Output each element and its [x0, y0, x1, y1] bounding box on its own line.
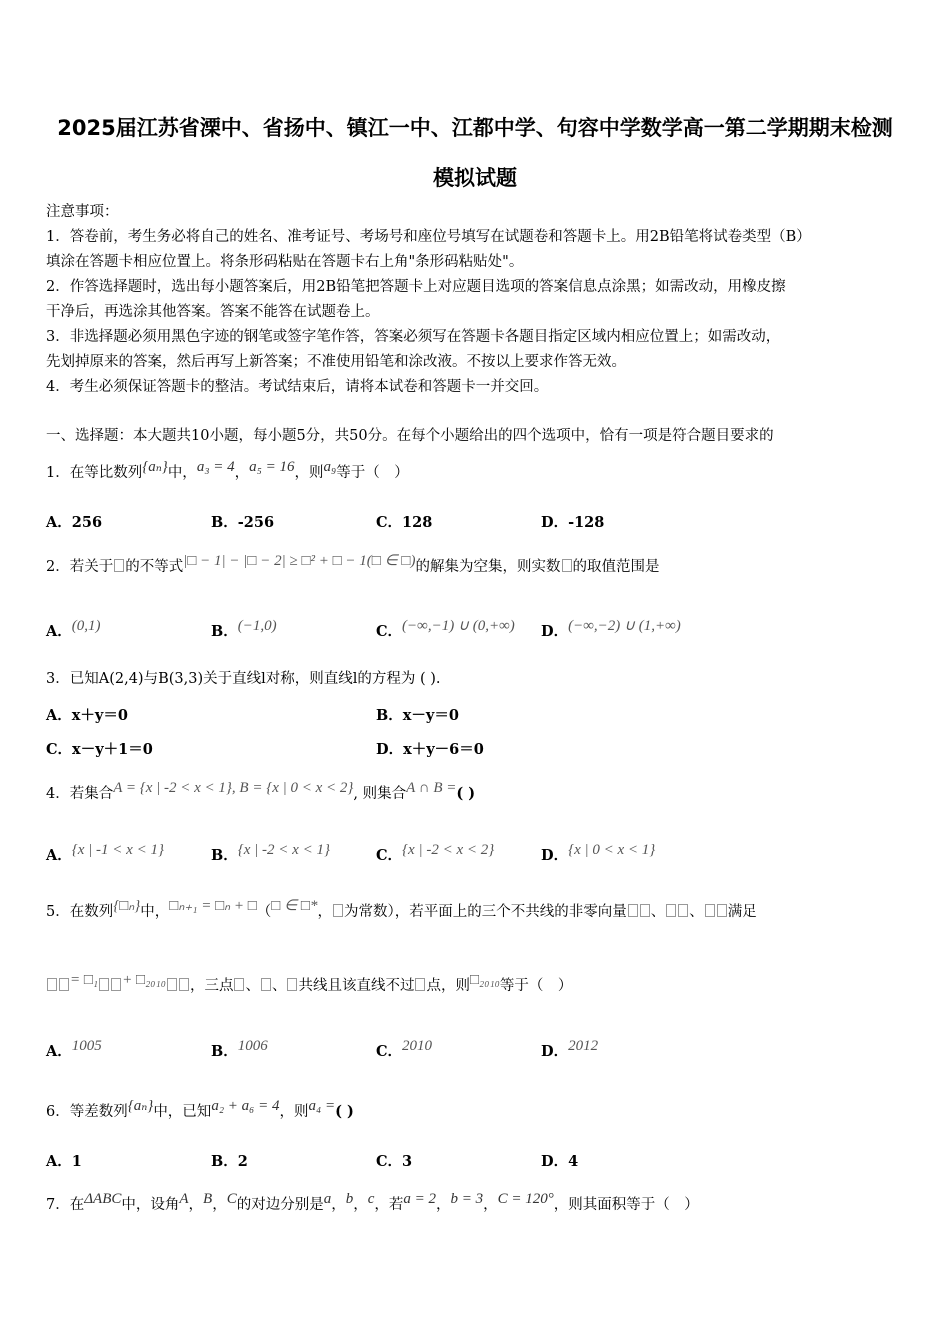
vector-glyph-icon: [678, 904, 688, 917]
math-expr: □ ∈ □*: [271, 898, 318, 914]
question-7: 7．在ΔABC中，设角A，B，C的对边分别是a，b，c，若a = 2，b = 3，C = 120°，则其面积等于（ ）: [46, 1191, 699, 1213]
math-expr: {□ₙ}: [113, 898, 141, 914]
q6-option-c[interactable]: C．3: [376, 1153, 413, 1170]
q4-option-d[interactable]: D．{x | 0 < x < 1}: [541, 842, 656, 864]
placeholder-glyph-icon: [287, 978, 297, 991]
math-expr: |□ − 1| − |□ − 2| ≥ □² + □ − 1(□ ∈ □): [183, 553, 416, 569]
notice-heading: 注意事项：: [46, 204, 119, 220]
math-expr: a₅ = 16: [249, 459, 295, 475]
vector-glyph-icon: [47, 978, 57, 991]
vector-glyph-icon: [628, 904, 638, 917]
q3-option-b[interactable]: B．x－y＝0: [376, 707, 459, 724]
vector-glyph-icon: [59, 978, 69, 991]
q3-option-d[interactable]: D．x＋y－6＝0: [376, 741, 484, 758]
q3-option-a[interactable]: A．x＋y＝0: [46, 707, 128, 724]
placeholder-glyph-icon: [333, 904, 343, 917]
exam-title-line1: 2025届江苏省溧中、省扬中、镇江一中、江都中学、句容中学数学高一第二学期期末检测: [57, 116, 893, 140]
notice-line: 3．非选择题必须用黑色字迹的钢笔或签字笔作答，答案必须写在答题卡各题目指定区域内相应位置上；如需改动，: [46, 329, 781, 345]
placeholder-glyph-icon: [234, 978, 244, 991]
vector-glyph-icon: [717, 904, 727, 917]
vector-glyph-icon: [99, 978, 109, 991]
question-3: 3．已知A(2,4)与B(3,3)关于直线l对称，则直线l的方程为 ( ).: [46, 671, 441, 687]
question-4: 4．若集合A = {x | -2 < x < 1}, B = {x | 0 < x < 2}, 则集合A ∩ B =( ): [46, 780, 476, 802]
q6-option-b[interactable]: B．2: [211, 1153, 248, 1170]
math-expr: a₄ =: [308, 1098, 336, 1114]
math-expr: A ∩ B =: [406, 780, 457, 796]
q6-option-d[interactable]: D．4: [541, 1153, 579, 1170]
q1-option-b[interactable]: B．-256: [211, 514, 275, 531]
notice-line: 填涂在答题卡相应位置上。将条形码粘贴在答题卡右上角"条形码粘贴处"。: [46, 254, 524, 270]
placeholder-glyph-icon: [261, 978, 271, 991]
math-expr: {aₙ}: [142, 459, 168, 475]
q6-option-a[interactable]: A．1: [46, 1153, 82, 1170]
question-1: 1．在等比数列{aₙ}中，a₃ = 4，a₅ = 16，则a₉等于（ ）: [46, 459, 409, 481]
vector-glyph-icon: [666, 904, 676, 917]
math-expr: a₃ = 4: [196, 459, 235, 475]
math-expr: A = {x | -2 < x < 1}, B = {x | 0 < x < 2}: [113, 780, 354, 796]
notice-line: 先划掉原来的答案，然后再写上新答案；不准使用铅笔和涂改液。不按以上要求作答无效。: [46, 354, 626, 370]
exam-title-line2: 模拟试题: [433, 166, 517, 190]
question-5-line1: 5．在数列{□ₙ}中，□ₙ₊₁ = □ₙ + □（□ ∈ □*， 为常数），若平面上的三个不共线的非零向量 、 、 满足: [46, 898, 757, 920]
q2-option-b[interactable]: B．(−1,0): [211, 618, 277, 640]
vector-glyph-icon: [111, 978, 121, 991]
q4-option-c[interactable]: C．{x | -2 < x < 2}: [376, 842, 495, 864]
placeholder-glyph-icon: [562, 559, 572, 572]
q2-option-c[interactable]: C．(−∞,−1) ∪ (0,+∞): [376, 618, 515, 640]
question-6: 6．等差数列{aₙ}中，已知a₂ + a₆ = 4，则a₄ =( ): [46, 1098, 354, 1120]
vector-glyph-icon: [705, 904, 715, 917]
notice-line: 2．作答选择题时，选出每小题答案后，用2B铅笔把答题卡上对应题目选项的答案信息点涂黑；如需改动，用橡皮擦: [46, 279, 786, 295]
math-expr: □ₙ₊₁ = □ₙ + □: [169, 898, 257, 914]
placeholder-glyph-icon: [114, 559, 124, 572]
q1-option-c[interactable]: C．128: [376, 514, 433, 531]
notice-line: 4．考生必须保证答题卡的整洁。考试结束后，请将本试卷和答题卡一并交回。: [46, 379, 549, 395]
placeholder-glyph-icon: [415, 978, 425, 991]
vector-glyph-icon: [167, 978, 177, 991]
q4-option-b[interactable]: B．{x | -2 < x < 1}: [211, 842, 330, 864]
section-heading: 一、选择题：本大题共10小题，每小题5分，共50分。在每个小题给出的四个选项中，恰有一项是符合题目要求的: [46, 428, 774, 444]
question-5-line2: = □₁ + □₂₀₁₀ ，三点 、 、 共线且该直线不过 点，则□₂₀₁₀等于（ ）: [46, 976, 572, 996]
math-expr: {aₙ}: [127, 1098, 154, 1114]
question-2: 2．若关于 的不等式|□ − 1| − |□ − 2| ≥ □² + □ − 1(□ ∈ □)的解集为空集，则实数 的取值范围是: [46, 553, 660, 575]
q5-option-a[interactable]: A．1005: [46, 1038, 102, 1060]
math-expr: ΔABC: [84, 1191, 122, 1207]
math-expr: a₂ + a₆ = 4: [211, 1098, 280, 1114]
q1-option-d[interactable]: D．-128: [541, 514, 605, 531]
q5-option-c[interactable]: C．2010: [376, 1038, 433, 1060]
q4-option-a[interactable]: A．{x | -1 < x < 1}: [46, 842, 164, 864]
q2-option-a[interactable]: A．(0,1): [46, 618, 101, 640]
notice-line: 1．答卷前，考生务必将自己的姓名、准考证号、考场号和座位号填写在试题卷和答题卡上。用2B铅笔将试卷类型（B）: [46, 229, 811, 245]
vector-glyph-icon: [640, 904, 650, 917]
math-expr: a₉: [323, 459, 337, 475]
q2-option-d[interactable]: D．(−∞,−2) ∪ (1,+∞): [541, 618, 681, 640]
q3-option-c[interactable]: C．x－y＋1＝0: [46, 741, 153, 758]
q5-option-d[interactable]: D．2012: [541, 1038, 599, 1060]
q5-option-b[interactable]: B．1006: [211, 1038, 268, 1060]
vector-glyph-icon: [179, 978, 189, 991]
notice-line: 干净后，再选涂其他答案。答案不能答在试题卷上。: [46, 304, 380, 320]
math-expr: □₂₀₁₀: [469, 972, 500, 988]
q1-option-a[interactable]: A．256: [46, 514, 103, 531]
